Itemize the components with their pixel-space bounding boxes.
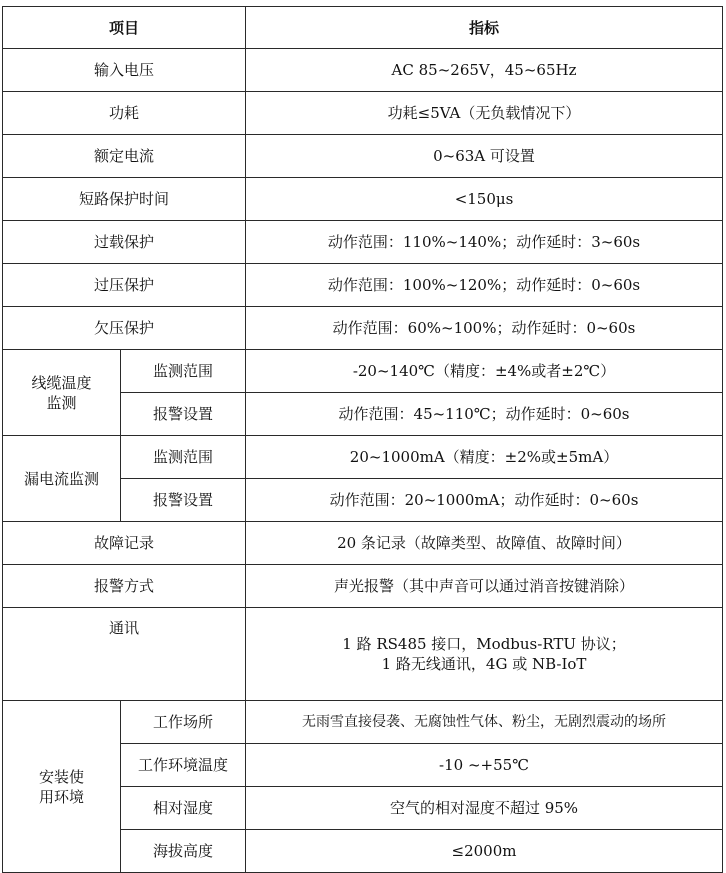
table-row	[3, 221, 723, 264]
row-spec: 动作范围：110%~140%；动作延时：3~60s	[246, 221, 723, 264]
sub-item: 海拔高度	[121, 830, 246, 873]
row-item: 功耗	[3, 92, 246, 135]
row-spec: 20~1000mA（精度：±2%或±5mA）	[246, 436, 723, 479]
row-item: 故障记录	[3, 522, 246, 565]
row-item: 通讯	[3, 608, 246, 701]
group-label-line: 用环境	[38, 787, 84, 806]
group-label-line: 线缆温度	[31, 373, 92, 392]
row-spec: -10 ~+55℃	[246, 744, 723, 787]
group-install-env	[3, 701, 121, 873]
table-row	[3, 350, 723, 393]
table-row	[3, 522, 723, 565]
row-item: 输入电压	[3, 49, 246, 92]
row-spec: <150μs	[246, 178, 723, 221]
table-header-row	[3, 7, 723, 49]
table-row	[3, 92, 723, 135]
row-spec: -20~140℃（精度：±4%或者±2℃）	[246, 350, 723, 393]
group-leakage: 漏电流监测	[3, 436, 121, 522]
row-item: 欠压保护	[3, 307, 246, 350]
row-spec: AC 85~265V，45~65Hz	[246, 49, 723, 92]
table-row	[3, 608, 723, 701]
row-item: 额定电流	[3, 135, 246, 178]
row-item: 过压保护	[3, 264, 246, 307]
row-spec: ≤2000m	[246, 830, 723, 873]
table-row	[3, 49, 723, 92]
table-row	[3, 264, 723, 307]
row-spec: 动作范围：100%~120%；动作延时：0~60s	[246, 264, 723, 307]
table-row	[3, 701, 723, 744]
sub-item: 监测范围	[121, 436, 246, 479]
header-item: 项目	[3, 7, 246, 49]
sub-item: 报警设置	[121, 393, 246, 436]
row-spec: 20 条记录（故障类型、故障值、故障时间）	[246, 522, 723, 565]
spec-line: 1 路无线通讯，4G 或 NB-IoT	[381, 655, 587, 673]
sub-item: 工作环境温度	[121, 744, 246, 787]
row-spec: 无雨雪直接侵袭、无腐蚀性气体、粉尘，无剧烈震动的场所	[246, 701, 723, 744]
group-label-line: 安装使	[38, 767, 84, 786]
sub-item: 相对湿度	[121, 787, 246, 830]
row-item: 过载保护	[3, 221, 246, 264]
row-item: 短路保护时间	[3, 178, 246, 221]
spec-table	[2, 6, 723, 873]
spec-line: 1 路 RS485 接口，Modbus-RTU 协议；	[342, 635, 626, 653]
row-spec: 动作范围：45~110℃；动作延时：0~60s	[246, 393, 723, 436]
sub-item: 报警设置	[121, 479, 246, 522]
row-spec: 动作范围：20~1000mA；动作延时：0~60s	[246, 479, 723, 522]
row-spec: 0~63A 可设置	[246, 135, 723, 178]
row-spec: 动作范围：60%~100%；动作延时：0~60s	[246, 307, 723, 350]
sub-item: 工作场所	[121, 701, 246, 744]
row-spec: 空气的相对湿度不超过 95%	[246, 787, 723, 830]
group-label-line: 监测	[46, 393, 77, 412]
group-cable-temp	[3, 350, 121, 436]
table-row	[3, 436, 723, 479]
row-item: 报警方式	[3, 565, 246, 608]
table-row	[3, 565, 723, 608]
row-spec: 声光报警（其中声音可以通过消音按键消除）	[246, 565, 723, 608]
row-spec: 功耗≤5VA（无负载情况下）	[246, 92, 723, 135]
table-row	[3, 307, 723, 350]
row-spec-multiline	[246, 608, 723, 701]
table-row	[3, 135, 723, 178]
table-row	[3, 178, 723, 221]
sub-item: 监测范围	[121, 350, 246, 393]
header-spec: 指标	[246, 7, 723, 49]
